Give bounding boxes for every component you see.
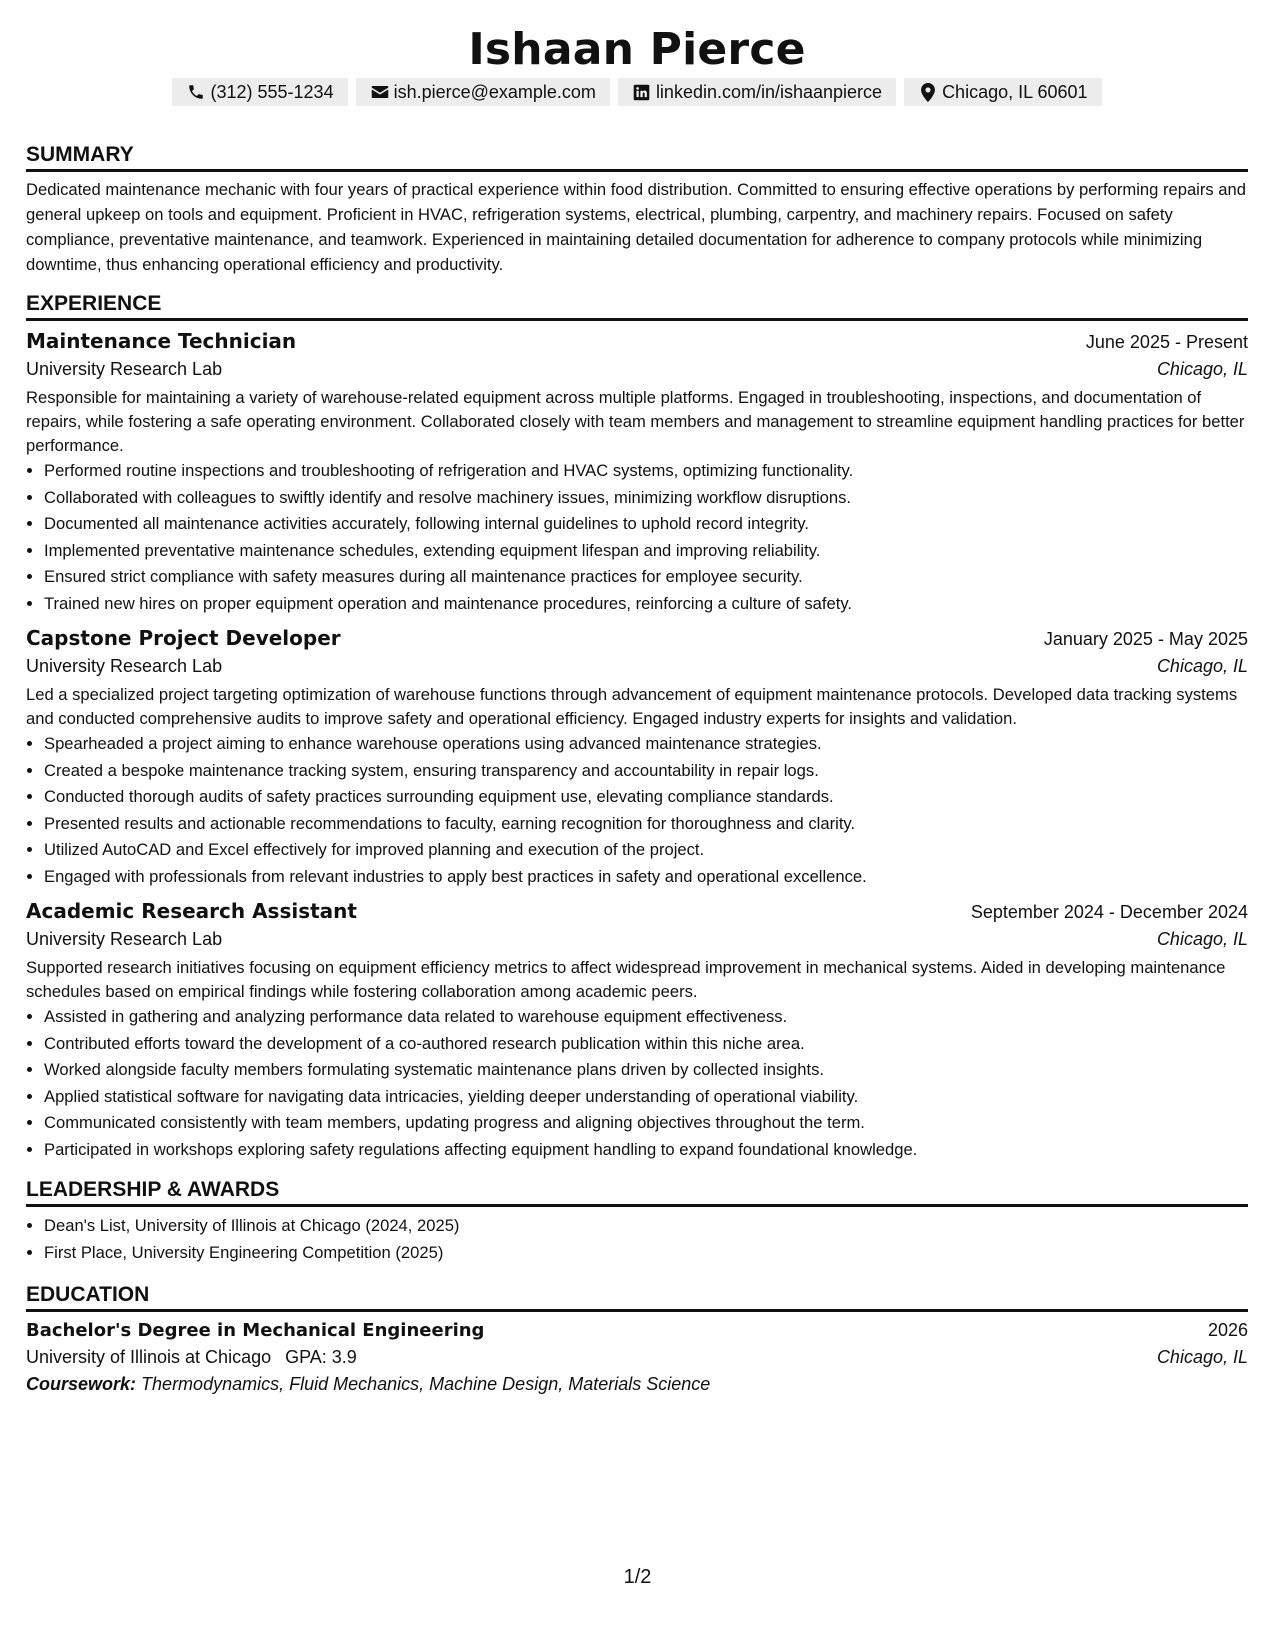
- bullet-item: • Worked alongside faculty members formulating systematic maintenance plans driven by collected insights.: [44, 1057, 1248, 1084]
- experience-section: [26, 291, 1248, 1163]
- bullet-item: • Collaborated with colleagues to swiftly identify and resolve machinery issues, minimizing workflow disruptions.: [44, 485, 1248, 512]
- job-title: Academic Research Assistant: [26, 899, 357, 923]
- job-location: Chicago, IL: [1156, 929, 1248, 949]
- linkedin-text[interactable]: linkedin.com/in/ishaanpierce: [655, 81, 883, 102]
- linkedin-icon: [632, 82, 652, 102]
- education-section: [26, 1282, 1248, 1395]
- awards-list: [26, 1213, 1248, 1266]
- award-item: • Dean's List, University of Illinois at Chicago (2024, 2025): [44, 1213, 1248, 1240]
- degree-title: Bachelor's Degree in Mechanical Engineering: [26, 1320, 485, 1341]
- job-organization: University Research Lab: [26, 656, 223, 676]
- job-bullets: [26, 1004, 1248, 1163]
- job-description: Led a specialized project targeting optimization of warehouse functions through advancement of equipment maintenance protocols. Developed data tracking systems and conducted comprehensive audits to improve safety and operational efficiency. Engaged industry experts for insights and validation.: [26, 685, 1238, 728]
- bullet-item: • Spearheaded a project aiming to enhance warehouse operations using advanced maintenance strategies.: [44, 731, 1248, 758]
- job-dates: June 2025 - Present: [1085, 332, 1248, 352]
- job-description: Responsible for maintaining a variety of warehouse-related equipment across multiple platforms. Engaged in troubleshooting, inspections, and documentation of repairs, while fostering a safe operating environment. Collaborated closely with team members and management to streamline equipment handling practices for better performance.: [26, 388, 1245, 455]
- leadership-section: [26, 1177, 1248, 1266]
- job-dates: January 2025 - May 2025: [1043, 629, 1248, 649]
- linkedin-chip: [618, 78, 896, 106]
- bullet-item: • Performed routine inspections and troubleshooting of refrigeration and HVAC systems, optimizing functionality.: [44, 458, 1248, 485]
- bullet-item: • Utilized AutoCAD and Excel effectively for improved planning and execution of the project.: [44, 837, 1248, 864]
- bullet-item: • Engaged with professionals from relevant industries to apply best practices in safety and operational excellence.: [44, 864, 1248, 891]
- section-title-summary: SUMMARY: [26, 142, 1248, 172]
- job-bullets: [26, 458, 1248, 617]
- phone-text[interactable]: (312) 555-1234: [210, 81, 334, 102]
- summary-section: [26, 142, 1248, 277]
- coursework-label: Coursework:: [26, 1374, 137, 1394]
- education-location: Chicago, IL: [1156, 1347, 1248, 1367]
- page-number: 1/2: [623, 1566, 652, 1588]
- award-item: • First Place, University Engineering Competition (2025): [44, 1240, 1248, 1267]
- phone-icon: [186, 82, 206, 102]
- bullet-item: • Assisted in gathering and analyzing performance data related to warehouse equipment effectiveness.: [44, 1004, 1248, 1031]
- job-entry: [26, 329, 1248, 617]
- section-title-education: EDUCATION: [26, 1282, 1248, 1312]
- email-text[interactable]: ish.pierce@example.com: [393, 81, 596, 102]
- bullet-item: • Trained new hires on proper equipment operation and maintenance procedures, reinforcing a culture of safety.: [44, 591, 1248, 618]
- coursework-list: Thermodynamics, Fluid Mechanics, Machine Design, Materials Science: [141, 1374, 711, 1394]
- graduation-year: 2026: [1207, 1320, 1248, 1340]
- candidate-name: Ishaan Pierce: [468, 24, 806, 75]
- map-pin-icon: [918, 82, 938, 102]
- job-location: Chicago, IL: [1156, 359, 1248, 379]
- job-organization: University Research Lab: [26, 359, 223, 379]
- bullet-item: • Communicated consistently with team members, updating progress and aligning objectives throughout the term.: [44, 1110, 1248, 1137]
- email-chip: [356, 78, 610, 106]
- job-title: Capstone Project Developer: [26, 626, 341, 650]
- bullet-item: • Created a bespoke maintenance tracking system, ensuring transparency and accountability in repair logs.: [44, 758, 1248, 785]
- location-text: Chicago, IL 60601: [942, 81, 1088, 102]
- resume-page: [26, 0, 1248, 1650]
- school-name: University of Illinois at Chicago: [26, 1347, 272, 1367]
- job-entry: [26, 899, 1248, 1163]
- section-title-leadership: LEADERSHIP & AWARDS: [26, 1177, 1248, 1207]
- job-bullets: [26, 731, 1248, 890]
- gpa: GPA: 3.9: [285, 1347, 357, 1367]
- bullet-item: • Presented results and actionable recommendations to faculty, earning recognition for thoroughness and clarity.: [44, 811, 1248, 838]
- job-description: Supported research initiatives focusing on equipment efficiency metrics to affect widespread improvement in mechanical systems. Aided in developing maintenance schedules based on empirical findings while fostering collaboration among academic peers.: [26, 958, 1226, 1001]
- bullet-item: • Participated in workshops exploring safety regulations affecting equipment handling to expand foundational knowledge.: [44, 1137, 1248, 1164]
- location-chip: [904, 78, 1101, 106]
- job-location: Chicago, IL: [1156, 656, 1248, 676]
- job-dates: September 2024 - December 2024: [970, 902, 1248, 922]
- envelope-icon: [370, 82, 390, 102]
- contact-bar: [26, 78, 1248, 106]
- job-entry: [26, 626, 1248, 890]
- bullet-item: • Applied statistical software for navigating data intricacies, yielding deeper understanding of operational viability.: [44, 1084, 1248, 1111]
- bullet-item: • Implemented preventative maintenance schedules, extending equipment lifespan and improving reliability.: [44, 538, 1248, 565]
- bullet-item: • Ensured strict compliance with safety measures during all maintenance practices for employee security.: [44, 564, 1248, 591]
- coursework: [26, 1374, 1248, 1395]
- job-organization: University Research Lab: [26, 929, 223, 949]
- phone-chip: [172, 78, 347, 106]
- bullet-item: • Contributed efforts toward the development of a co-authored research publication within this niche area.: [44, 1031, 1248, 1058]
- bullet-item: • Conducted thorough audits of safety practices surrounding equipment use, elevating compliance standards.: [44, 784, 1248, 811]
- job-title: Maintenance Technician: [26, 329, 297, 353]
- section-title-experience: EXPERIENCE: [26, 291, 1248, 321]
- summary-text: Dedicated maintenance mechanic with four years of practical experience within food distribution. Committed to ensuring effective operations by performing repairs and general upkeep on tools and equipment. Proficient in HVAC, refrigeration systems, electrical, plumbing, carpentry, and machinery repairs. Focused on safety compliance, preventative maintenance, and teamwork. Experienced in maintaining detailed documentation for adherence to company protocols while minimizing downtime, thus enhancing operational efficiency and productivity.: [26, 180, 1246, 274]
- bullet-item: • Documented all maintenance activities accurately, following internal guidelines to uphold record integrity.: [44, 511, 1248, 538]
